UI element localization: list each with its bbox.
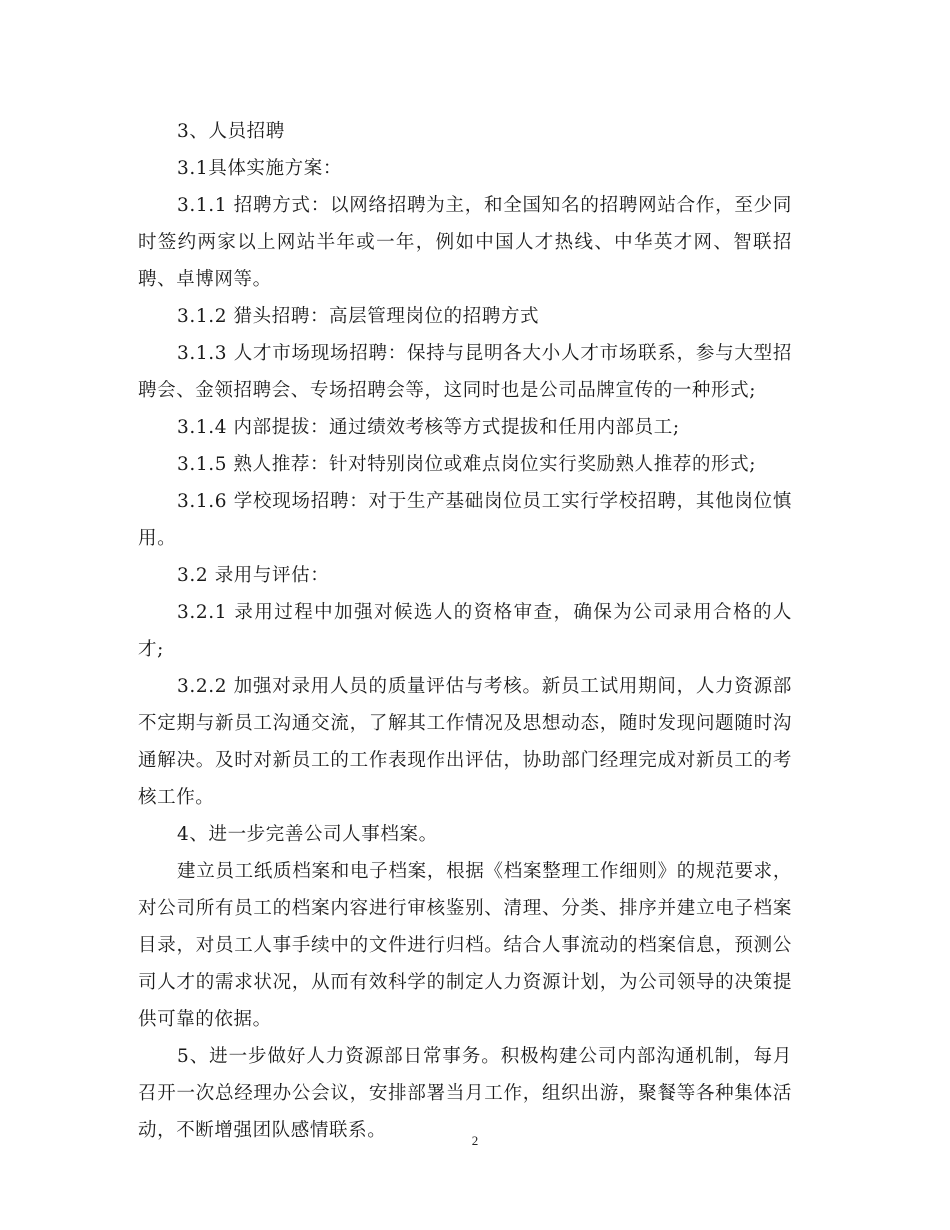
paragraph-3-1-5: 3.1.5 熟人推荐：针对特别岗位或难点岗位实行奖励熟人推荐的形式;: [177, 454, 757, 475]
paragraph-3-1-1: 3.1.1 招聘方式：以网络招聘为主，和全国知名的招聘网站合作，至少同时签约两家以上网站半年或一年，例如中国人才热线、中华英才网、智联招聘、卓博网等。: [138, 195, 792, 290]
paragraph-3-1-6: 3.1.6 学校现场招聘：对于生产基础岗位员工实行学校招聘，其他岗位慎用。: [138, 491, 792, 549]
page-number: 2: [471, 1133, 479, 1148]
heading-personnel-archives: 4、进一步完善公司人事档案。: [177, 824, 438, 845]
paragraph-3-1-4: 3.1.4 内部提拔：通过绩效考核等方式提拔和任用内部员工;: [177, 417, 680, 438]
paragraph-daily-affairs: 5、进一步做好人力资源部日常事务。积极构建公司内部沟通机制，每月召开一次总经理办公会议，安排部署当月工作，组织出游，聚餐等各种集体活动，不断增强团队感情联系。: [138, 1046, 792, 1141]
paragraph-3-2-1: 3.2.1 录用过程中加强对候选人的资格审查，确保为公司录用合格的人才;: [138, 602, 792, 660]
paragraph-3-1-2: 3.1.2 猎头招聘：高层管理岗位的招聘方式: [177, 306, 540, 327]
paragraph-3-1-3: 3.1.3 人才市场现场招聘：保持与昆明各大小人才市场联系，参与大型招聘会、金领招聘会、专场招聘会等，这同时也是公司品牌宣传的一种形式;: [138, 343, 792, 401]
heading-recruitment: 3、人员招聘: [177, 121, 285, 142]
document-body: [138, 113, 792, 1149]
paragraph-3-2-2: 3.2.2 加强对录用人员的质量评估与考核。新员工试用期间，人力资源部不定期与新员工沟通交流，了解其工作情况及思想动态，随时发现问题随时沟通解决。及时对新员工的工作表现作出评估，协助部门经理完成对新员工的考核工作。: [138, 676, 792, 808]
paragraph-archives: 建立员工纸质档案和电子档案，根据《档案整理工作细则》的规范要求，对公司所有员工的档案内容进行审核鉴别、清理、分类、排序并建立电子档案目录，对员工人事手续中的文件进行归档。结合人事流动的档案信息，预测公司人才的需求状况，从而有效科学的制定人力资源计划，为公司领导的决策提供可靠的依据。: [138, 861, 792, 1030]
heading-hiring-evaluation: 3.2 录用与评估：: [177, 565, 330, 586]
heading-implementation-plan: 3.1具体实施方案：: [177, 158, 342, 179]
